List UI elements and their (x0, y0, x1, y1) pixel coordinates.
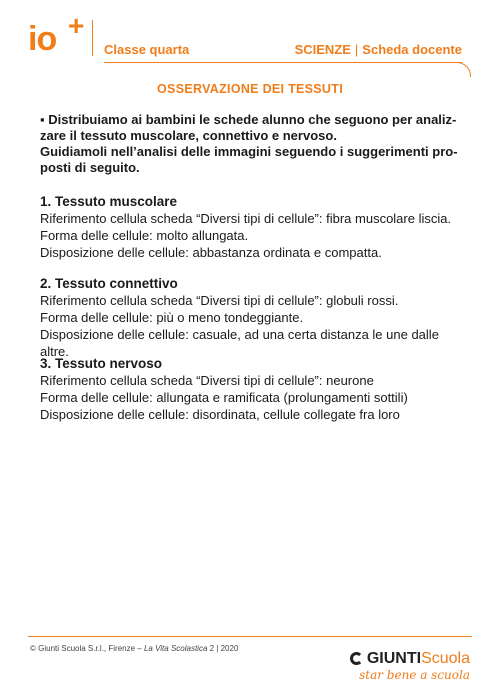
subject-label (295, 42, 462, 57)
brand-main: GIUNTI (366, 650, 422, 667)
section-heading: 2. Tessuto connettivo (40, 276, 178, 291)
section-line: Forma delle cellule: allungata e ramificata (prolungamenti sottili) (40, 390, 408, 405)
section-line: Disposizione delle cellule: disordinata, cellule collegate fra loro (40, 407, 400, 422)
section-nervous (40, 355, 470, 423)
header-rule-curve (450, 62, 471, 77)
footer-copyright (30, 644, 238, 653)
copyright-suffix: 2 | 2020 (207, 644, 239, 653)
section-line: Riferimento cellula scheda “Diversi tipi di cellule”: globuli rossi. (40, 293, 399, 308)
logo-text: io (28, 20, 57, 58)
section-heading: 1. Tessuto muscolare (40, 194, 178, 209)
subject-name: SCIENZE (294, 42, 351, 57)
brand-tagline: star bene a scuola (359, 668, 470, 682)
section-line: Riferimento cellula scheda “Diversi tipi di cellule”: neurone (40, 373, 374, 388)
section-line: Disposizione delle cellule: casuale, ad una certa distanza le une dalle altre. (40, 327, 439, 359)
subject-separator: | (354, 42, 359, 57)
section-line: Disposizione delle cellule: abbastanza ordinata e compatta. (40, 245, 382, 260)
header-divider (92, 20, 93, 56)
logo-plus: + (68, 10, 84, 41)
intro-line: zare il tessuto muscolare, connettivo e nervoso. (40, 128, 337, 143)
page-title: OSSERVAZIONE DEI TESSUTI (157, 82, 343, 96)
section-muscular (40, 193, 470, 261)
footer-rule (28, 636, 472, 637)
giunti-logo-icon (350, 652, 363, 665)
intro-paragraph (40, 112, 460, 176)
section-heading: 3. Tessuto nervoso (40, 356, 163, 371)
sheet-type: Scheda docente (362, 42, 462, 57)
header-rule (104, 62, 462, 63)
publication-name: La Vita Scolastica (143, 644, 208, 653)
class-label: Classe quarta (104, 42, 190, 57)
brand-suffix: Scuola (421, 650, 470, 667)
section-connective (40, 275, 470, 360)
intro-line: Guidiamoli nell’analisi delle immagini seguendo i suggerimenti pro- (40, 144, 458, 159)
section-line: Riferimento cellula scheda “Diversi tipi di cellule”: fibra muscolare liscia. (40, 211, 452, 226)
intro-line: ▪ Distribuiamo ai bambini le schede alunno che seguono per analiz- (40, 112, 457, 127)
section-line: Forma delle cellule: molto allungata. (40, 228, 249, 243)
brand-name (350, 650, 470, 668)
publisher-brand (350, 650, 470, 682)
intro-line: posti di seguito. (40, 160, 140, 175)
section-line: Forma delle cellule: più o meno tondeggiante. (40, 310, 304, 325)
copyright-prefix: © Giunti Scuola S.r.l., Firenze – (30, 644, 144, 653)
logo (28, 10, 84, 58)
